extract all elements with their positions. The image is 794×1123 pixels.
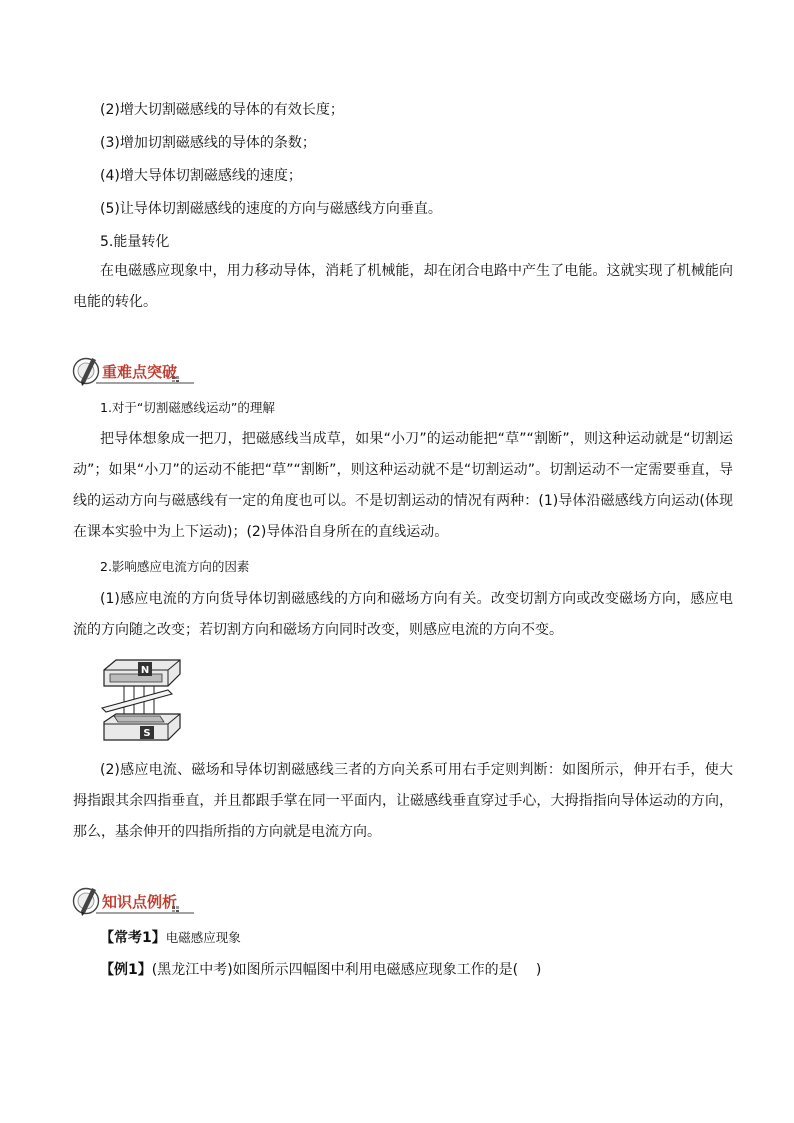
list-item: (5)让导体切割磁感线的速度的方向与磁感线方向垂直。 bbox=[100, 201, 442, 217]
magnet-diagram-icon bbox=[100, 656, 190, 748]
example-question bbox=[100, 960, 541, 980]
sub2-paragraph-1: (1)感应电流的方向货导体切割磁感线的方向和磁场方向有关。改变切割方向或改变磁场方向，感应电流的方向随之改变；若切割方向和磁场方向同时改变，则感应电流的方向不变。 bbox=[73, 591, 733, 638]
magnet-figure bbox=[100, 656, 190, 748]
list-item: (2)增大切割磁感线的导体的有效长度； bbox=[100, 102, 344, 118]
sub-heading: 1.对于“切割磁感线运动”的理解 bbox=[100, 400, 275, 415]
list-item: (3)增加切割磁感线的导体的条数； bbox=[100, 135, 316, 151]
section-title: 知识点例析 bbox=[102, 893, 178, 911]
example-text: (黑龙江中考)如图所示四幅图中利用电磁感应现象工作的是( ) bbox=[151, 962, 542, 978]
section-title: 重难点突破 bbox=[102, 363, 178, 381]
common-test-tag: 【常考1】 bbox=[100, 930, 166, 946]
south-pole-label: S bbox=[143, 728, 151, 739]
north-pole-label: N bbox=[140, 665, 150, 676]
section-header-difficulties bbox=[72, 355, 197, 389]
sub1-paragraph: 把导体想象成一把刀，把磁感线当成草，如果“小刀”的运动能把“草”“割断”，则这种运动就是“切割运动”；如果“小刀”的运动不能把“草”“割断”，则这种运动就不是“切割运动”。切割运动不一定需要垂直，导线的运动方向与磁感线有一定的角度也可以。不是切割运动的情况有两种：(1)导体沿磁感线方向运动(体现在课本实验中为上下运动)；(2)导体沿自身所在的直线运动。 bbox=[73, 431, 733, 540]
sub-heading: 2.影响感应电流方向的因素 bbox=[100, 559, 250, 574]
example-tag: 【例1】 bbox=[100, 962, 152, 978]
energy-heading: 5.能量转化 bbox=[100, 234, 170, 250]
energy-paragraph: 在电磁感应现象中，用力移动导体，消耗了机械能，却在闭合电路中产生了电能。这就实现了机械能向电能的转化。 bbox=[73, 263, 733, 310]
section-header-examples bbox=[72, 885, 197, 919]
list-item: (4)增大导体切割磁感线的速度； bbox=[100, 168, 302, 184]
common-test-heading bbox=[100, 928, 241, 948]
sub2-paragraph-2: (2)感应电流、磁场和导体切割磁感线三者的方向关系可用右手定则判断：如图所示，伸开右手，使大拇指跟其余四指垂直，并且都跟手掌在同一平面内，让磁感线垂直穿过手心，大拇指指向导体运动的方向，那么，基余伸开的四指所指的方向就是电流方向。 bbox=[73, 762, 733, 840]
common-test-text: 电磁感应现象 bbox=[165, 930, 241, 945]
